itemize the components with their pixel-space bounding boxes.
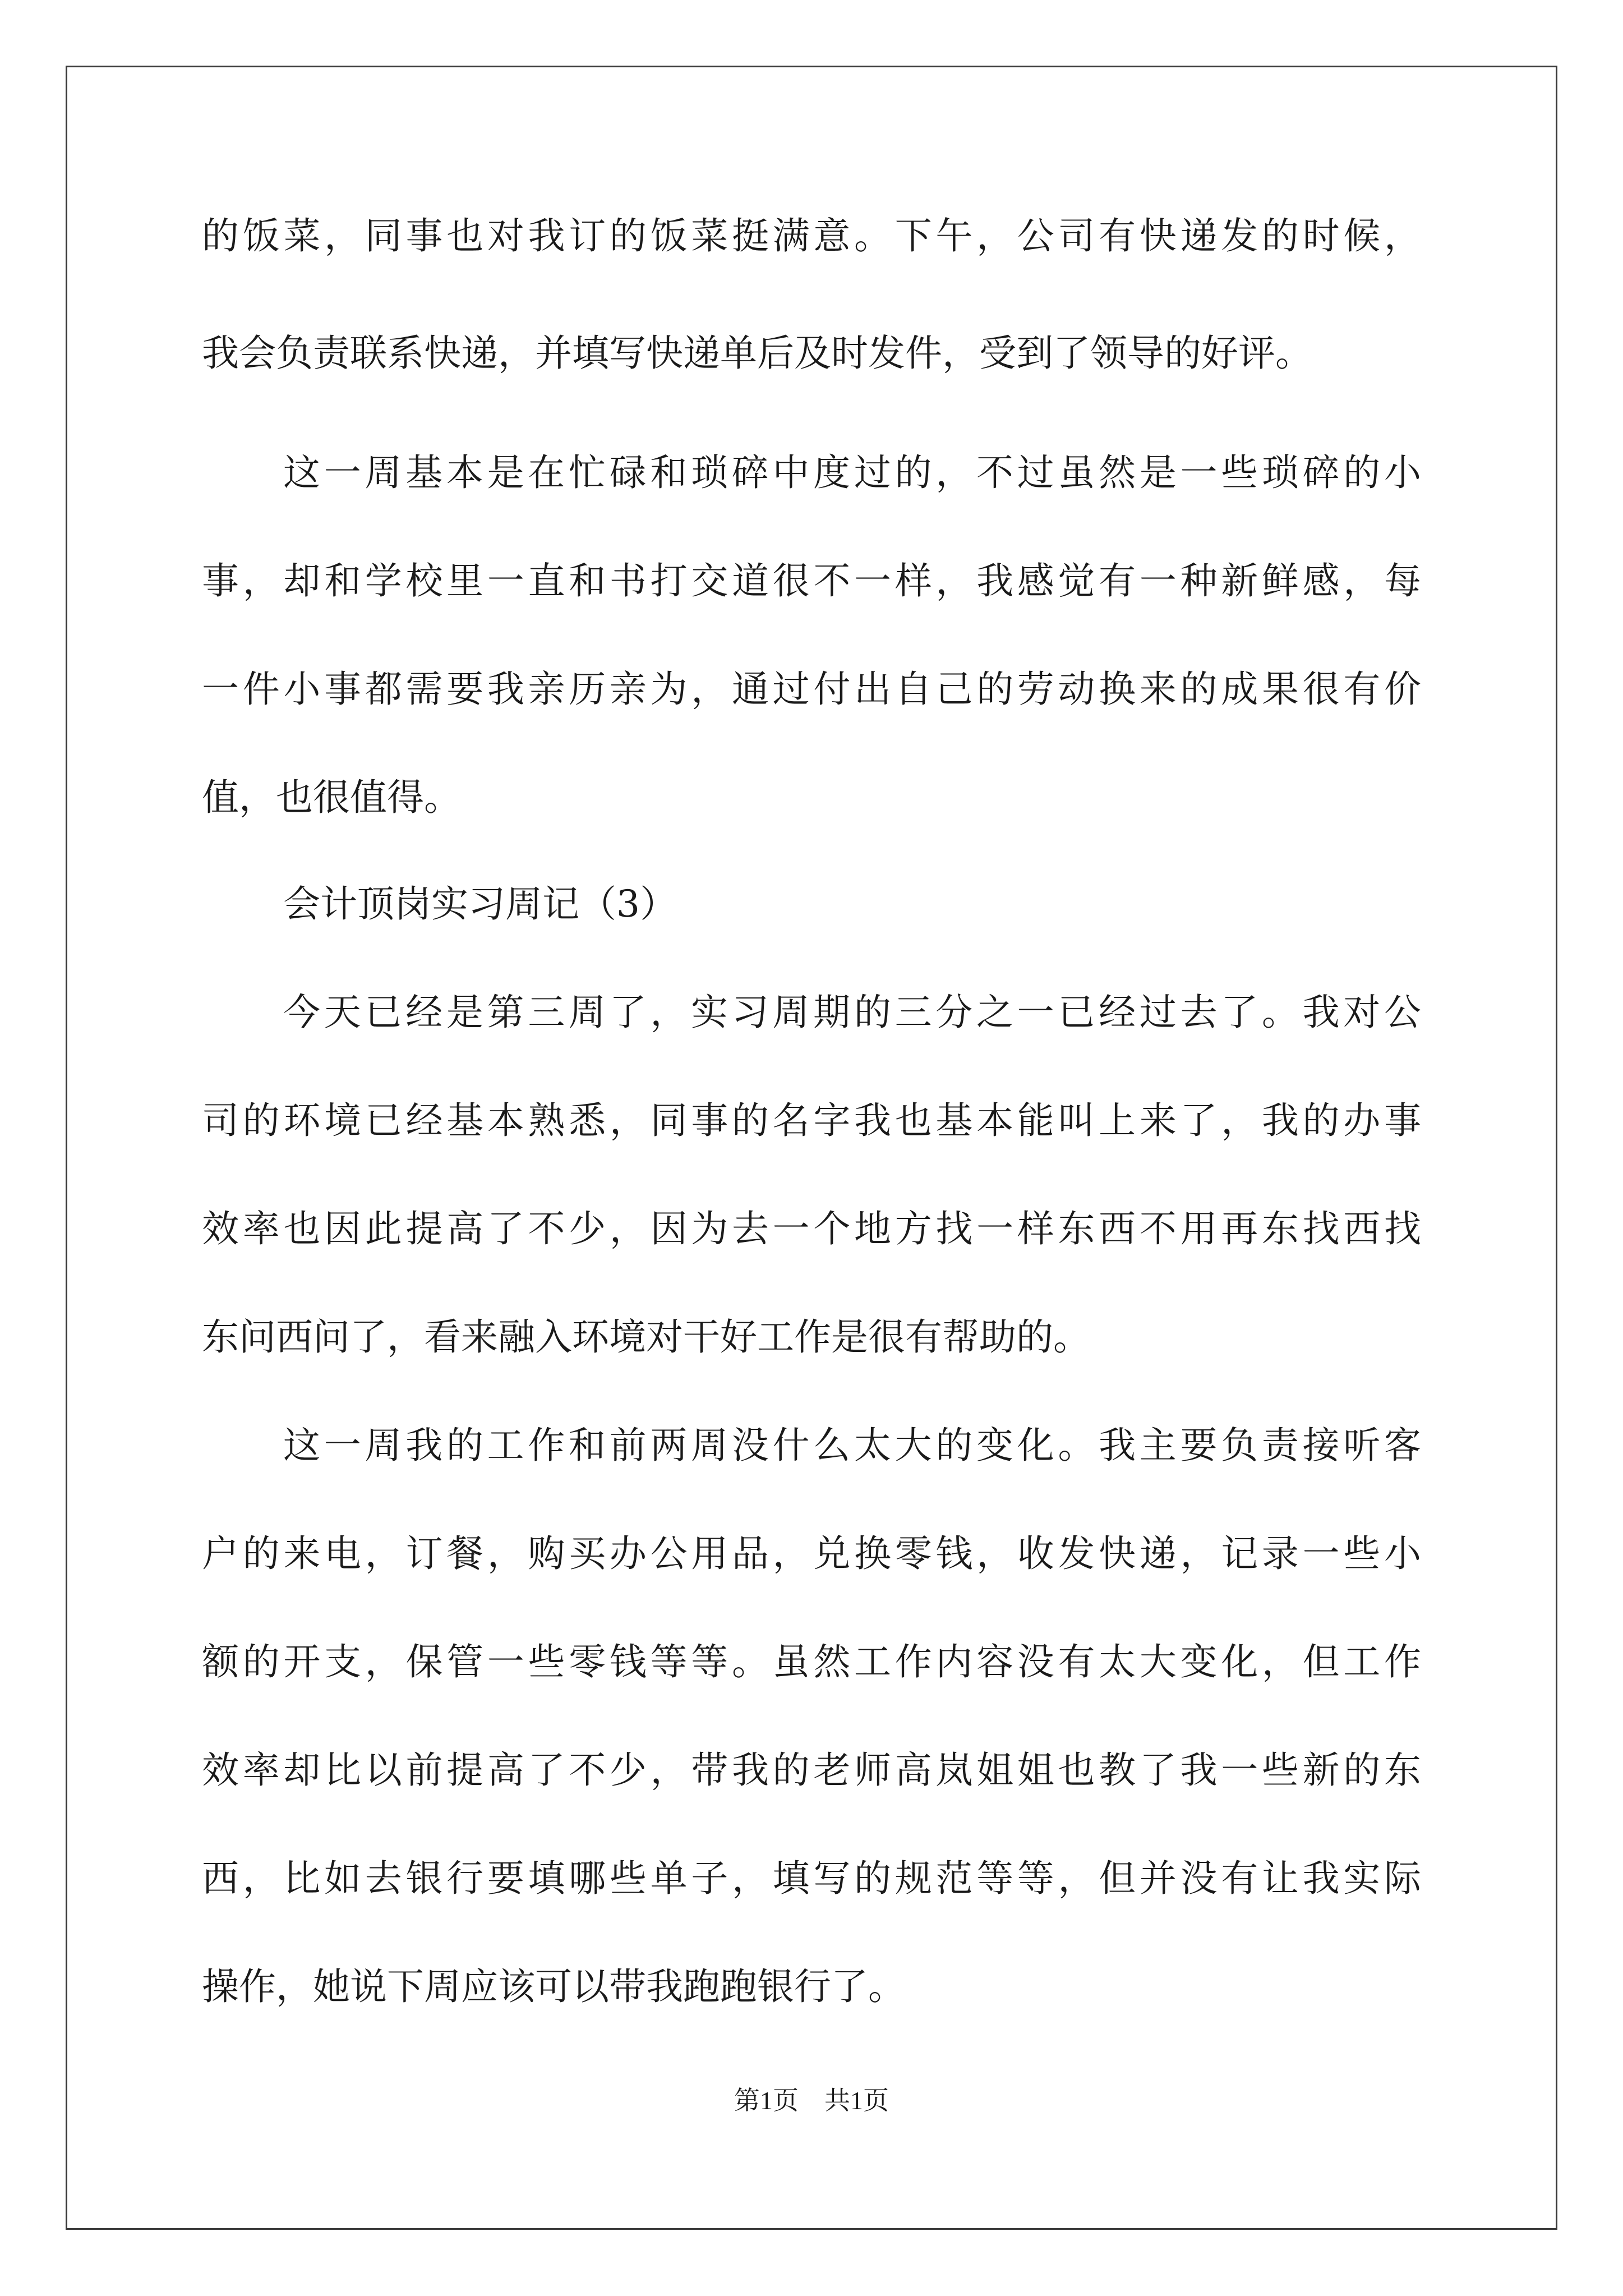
paragraph-line: 的饭菜，同事也对我订的饭菜挺满意。下午，公司有快递发的时候， (202, 214, 1421, 257)
paragraph-line: 这一周基本是在忙碌和琐碎中度过的，不过虽然是一些琐碎的小 (283, 451, 1421, 494)
paragraph-line: 操作，她说下周应该可以带我跑跑银行了。 (202, 1965, 905, 2008)
paragraph-line: 效率却比以前提高了不少，带我的老师高岚姐姐也教了我一些新的东 (202, 1749, 1421, 1792)
paragraph-line: 司的环境已经基本熟悉，同事的名字我也基本能叫上来了，我的办事 (202, 1099, 1421, 1142)
paragraph-line: 东问西问了，看来融入环境对干好工作是很有帮助的。 (202, 1315, 1090, 1359)
paragraph-line: 一件小事都需要我亲历亲为，通过付出自己的劳动换来的成果很有价 (202, 668, 1421, 711)
paragraph-line: 我会负责联系快递，并填写快递单后及时发件，受到了领导的好评。 (202, 332, 1312, 375)
paragraph-line: 西，比如去银行要填哪些单子，填写的规范等等，但并没有让我实际 (202, 1857, 1421, 1900)
paragraph-line: 今天已经是第三周了，实习周期的三分之一已经过去了。我对公 (283, 991, 1421, 1034)
section-heading: 会计顶岗实习周记（3） (283, 882, 677, 926)
paragraph-line: 事，却和学校里一直和书打交道很不一样，我感觉有一种新鲜感，每 (202, 559, 1421, 602)
paragraph-line: 效率也因此提高了不少，因为去一个地方找一样东西不用再东找西找 (202, 1207, 1421, 1250)
paragraph-line: 额的开支，保管一些零钱等等。虽然工作内容没有太大变化，但工作 (202, 1640, 1421, 1683)
page-number-footer: 第1页 共1页 (734, 2086, 889, 2115)
paragraph-line: 户的来电，订餐，购买办公用品，兑换零钱，收发快递，记录一些小 (202, 1532, 1421, 1575)
page-border (66, 66, 1557, 2230)
paragraph-line: 值，也很值得。 (202, 776, 461, 819)
paragraph-line: 这一周我的工作和前两周没什么太大的变化。我主要负责接听客 (283, 1424, 1421, 1467)
